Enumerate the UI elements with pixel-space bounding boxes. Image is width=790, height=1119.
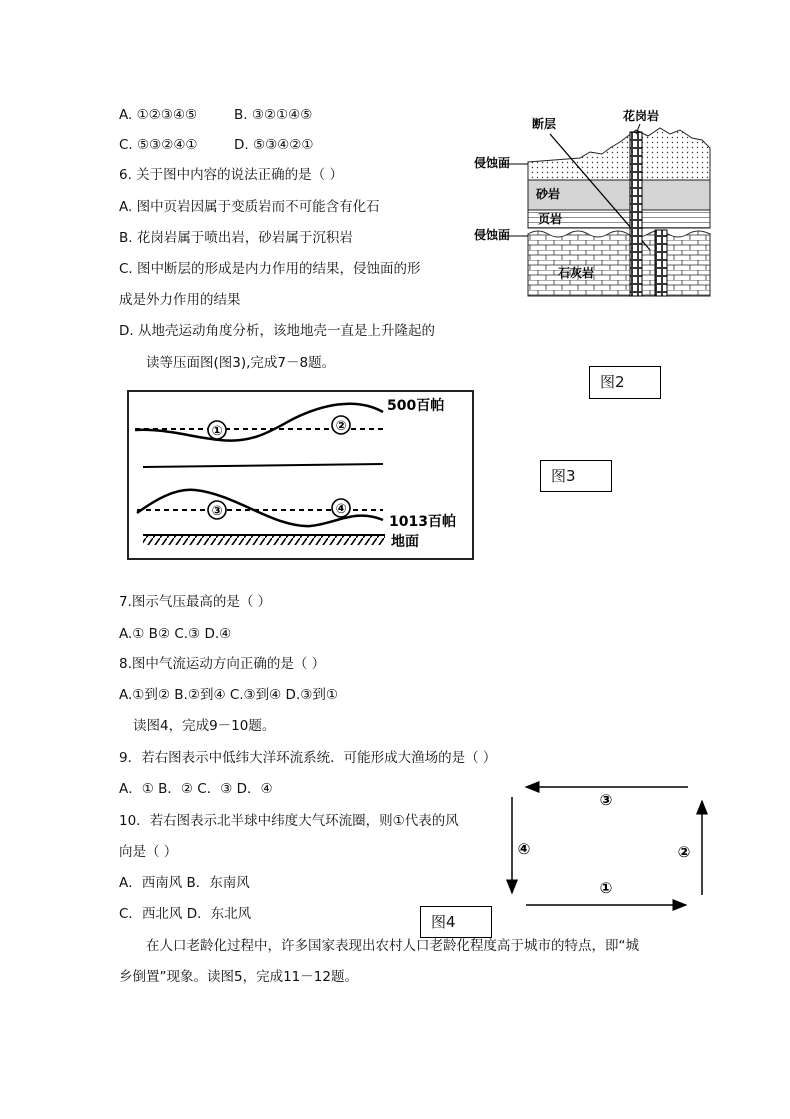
label-ground: 地面: [391, 534, 419, 550]
q10-options-ab: A．西南风 B．东南风: [119, 875, 250, 891]
intro-7-8: 读等压面图(图3),完成7－8题。: [146, 355, 336, 371]
q6-option-b: B. 花岗岩属于喷出岩，砂岩属于沉积岩: [119, 230, 353, 246]
intro-11-12-line1: 在人口老龄化过程中，许多国家表现出农村人口老龄化程度高于城市的特点，即“城: [146, 938, 639, 954]
point-1: ①: [211, 424, 223, 439]
q10-options-cd: C．西北风 D．东北风: [119, 906, 252, 922]
q9-options: A．① B．② C．③ D．④: [119, 781, 273, 797]
sandstone-label: 砂岩: [536, 187, 561, 201]
q7-stem: 7.图示气压最高的是（ ）: [119, 594, 272, 610]
label-1: ①: [599, 879, 613, 897]
intro-11-12-line2: 乡倒置”现象。读图5，完成11－12题。: [119, 969, 358, 985]
limestone-layer: [528, 231, 710, 296]
q6-option-d: D. 从地壳运动角度分析，该地地壳一直是上升隆起的: [119, 323, 435, 339]
ground-hatch: [143, 535, 385, 545]
point-4: ④: [335, 502, 347, 517]
figure3-caption: 图3: [540, 460, 612, 492]
intro-9-10: 读图4，完成9－10题。: [133, 718, 276, 734]
limestone-label: 石灰岩: [558, 266, 595, 280]
label-500hpa: 500百帕: [387, 398, 445, 414]
q10-stem-line2: 向是（ ）: [119, 844, 178, 860]
granite-dike-lower: [655, 230, 667, 296]
figure3-diagram: [125, 388, 476, 562]
q6-stem: 6. 关于图中内容的说法正确的是（ ）: [119, 167, 343, 183]
upper-dotted-layer: [528, 128, 710, 180]
q5-option-b: B. ③②①④⑤: [234, 107, 313, 123]
erosion-surface-bottom-label: 侵蚀面: [474, 228, 511, 242]
granite-dike: [630, 132, 642, 296]
figure2-diagram: [470, 100, 770, 315]
point-3: ③: [211, 504, 223, 519]
q9-stem: 9．若右图表示中低纬大洋环流系统．可能形成大渔场的是（ ）: [119, 750, 497, 766]
figure4-caption: 图4: [420, 906, 492, 938]
q8-stem: 8.图中气流运动方向正确的是（ ）: [119, 656, 326, 672]
q6-option-c-line2: 成是外力作用的结果: [119, 292, 241, 308]
shale-label: 页岩: [538, 212, 563, 226]
figure2-caption: 图2: [589, 366, 661, 399]
figure4-diagram: [500, 775, 720, 915]
q5-option-d: D. ⑤③④②①: [234, 137, 314, 153]
label-3: ③: [599, 791, 613, 809]
fault-label: 断层: [532, 117, 557, 131]
label-4: ④: [517, 840, 531, 858]
label-2: ②: [677, 843, 691, 861]
point-2: ②: [335, 419, 347, 434]
q8-options: A.①到② B.②到④ C.③到④ D.③到①: [119, 687, 338, 703]
q5-option-c: C. ⑤③②④①: [119, 137, 198, 153]
q7-options: A.① B② C.③ D.④: [119, 626, 232, 642]
q6-option-a: A. 图中页岩因属于变质岩而不可能含有化石: [119, 199, 380, 215]
erosion-surface-top-label: 侵蚀面: [474, 156, 511, 170]
granite-label: 花岗岩: [623, 109, 660, 123]
q6-option-c-line1: C. 图中断层的形成是内力作用的结果，侵蚀面的形: [119, 261, 421, 277]
q5-option-a: A. ①②③④⑤: [119, 107, 198, 123]
q10-stem-line1: 10．若右图表示北半球中纬度大气环流圈，则①代表的风: [119, 813, 459, 829]
label-1013hpa: 1013百帕: [389, 514, 456, 530]
